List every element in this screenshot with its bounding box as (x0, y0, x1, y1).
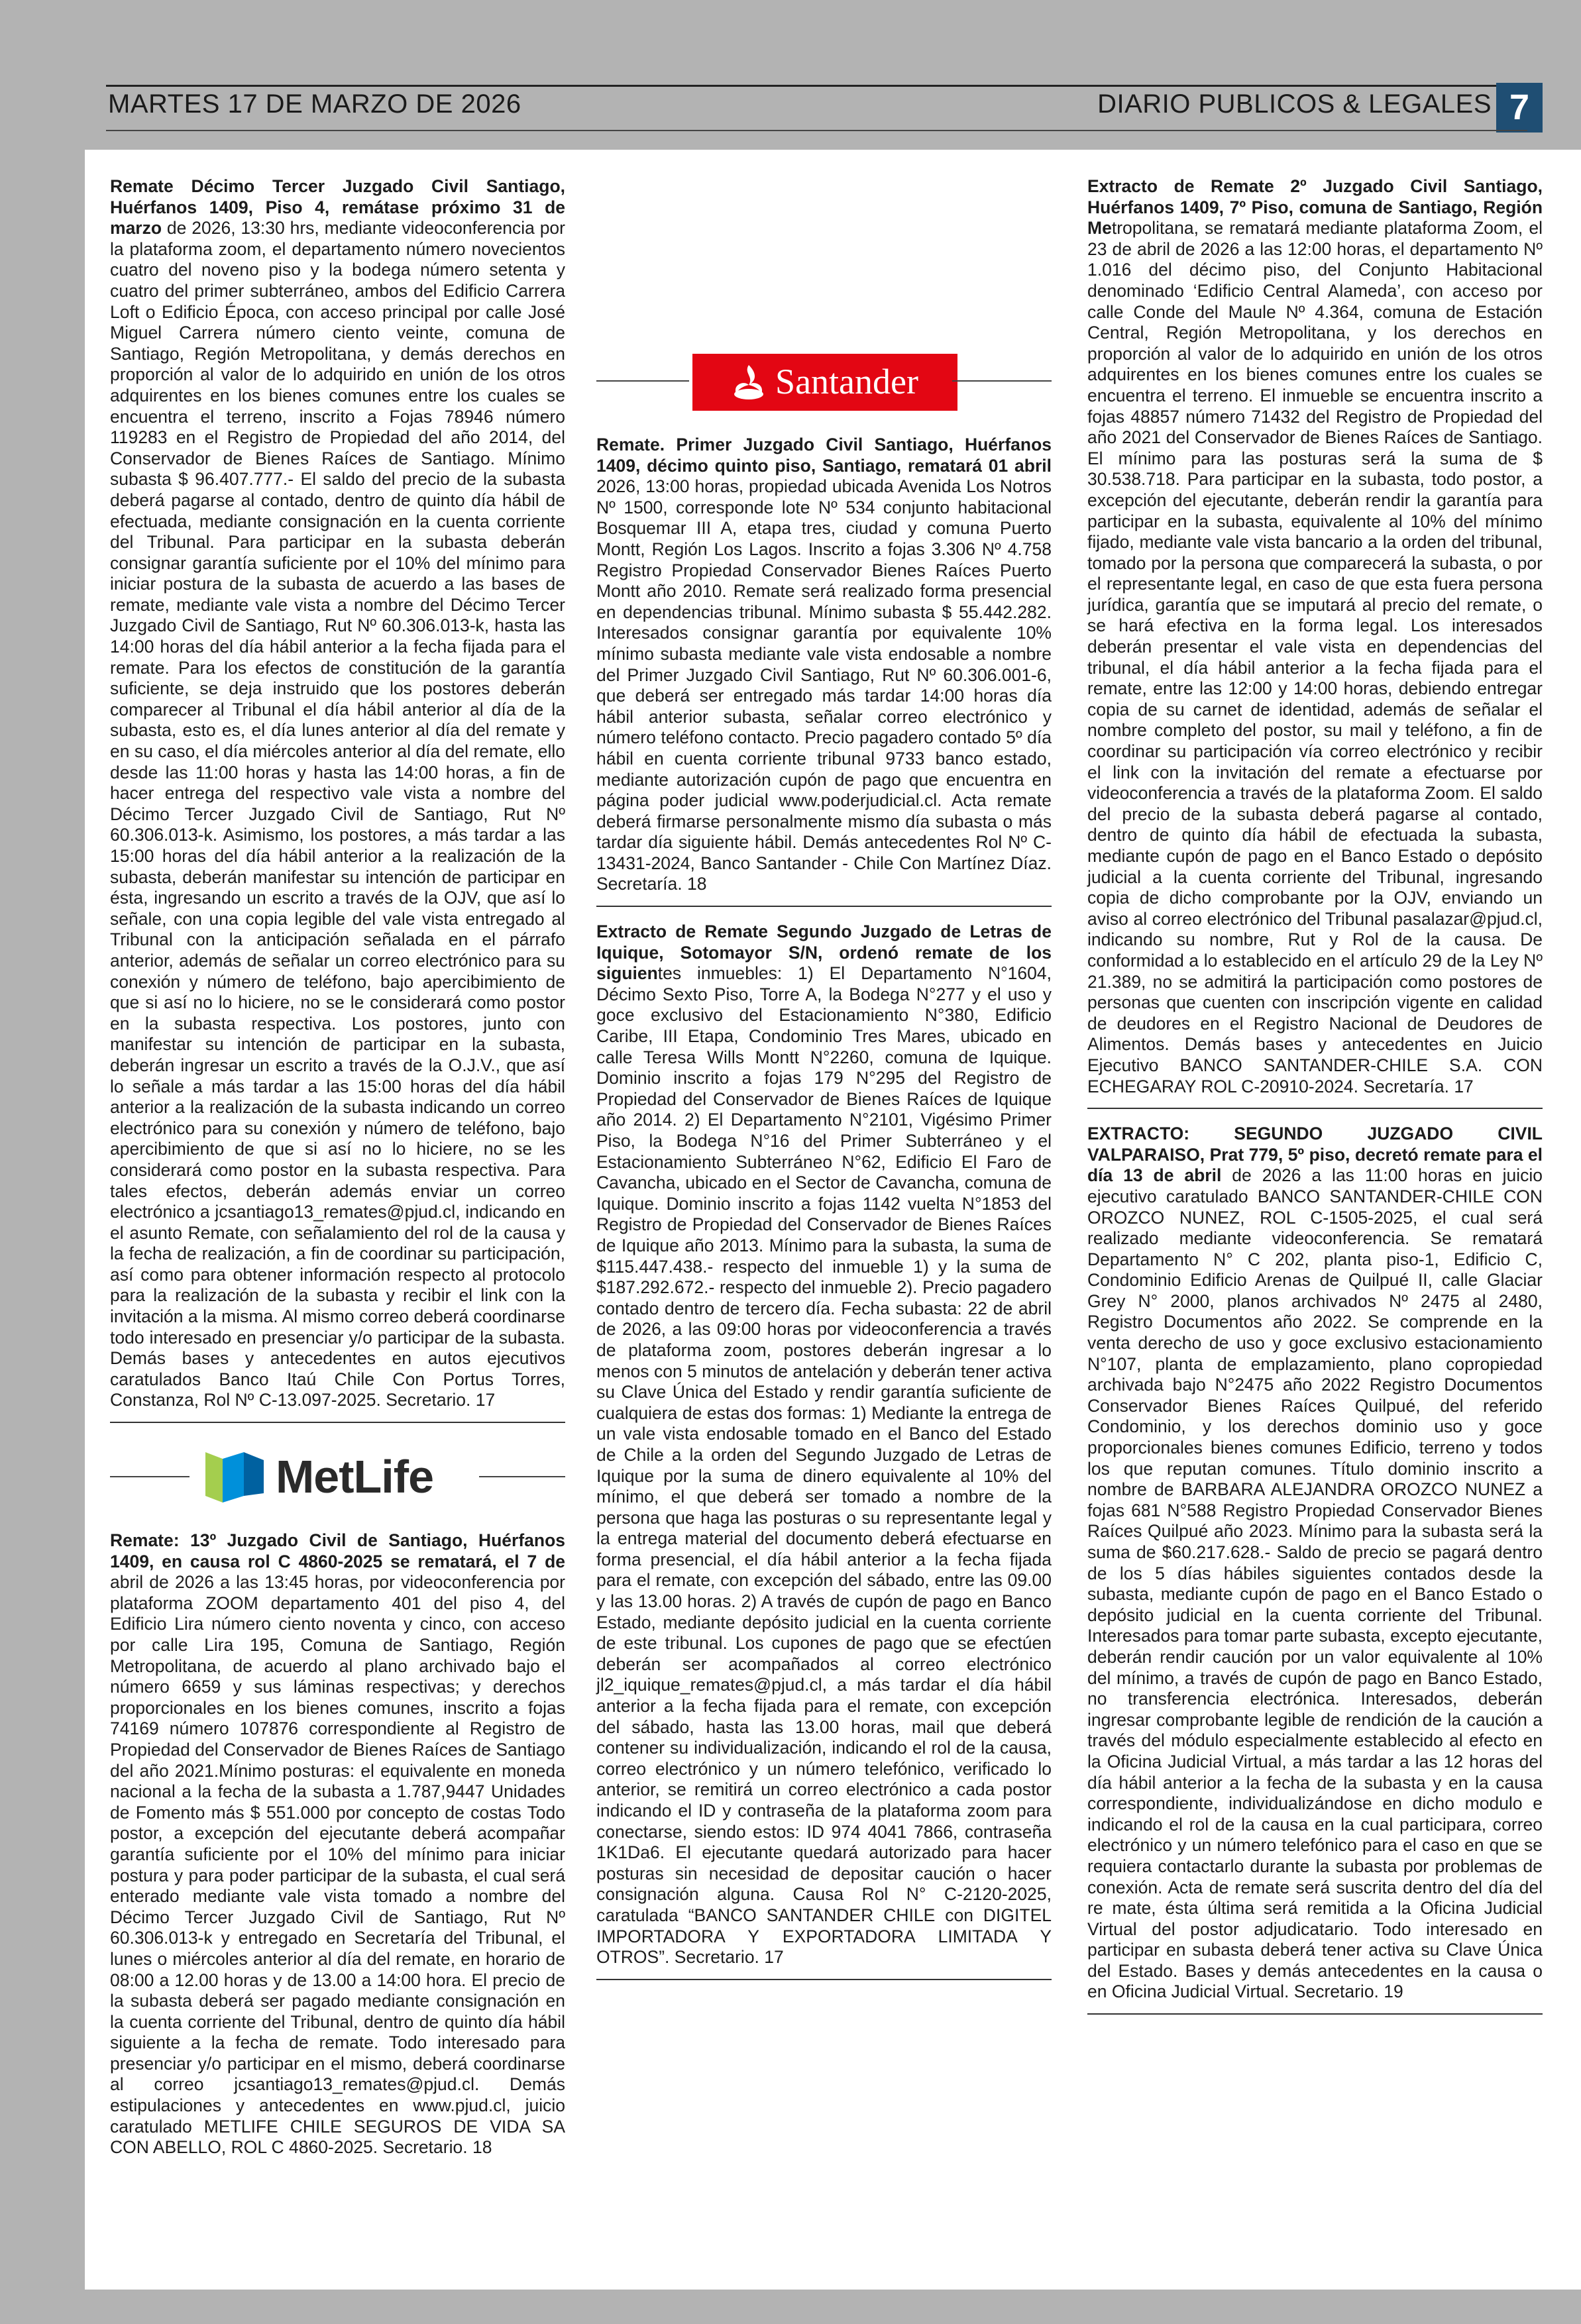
legal-notice (110, 176, 565, 1411)
notice-body: tropolitana, se rematará mediante plataforma Zoom, el 23 de abril de 2026 a las 12:00 horas, el departamento Nº 1.016 del décimo piso, del Conjunto Habitacional denominado ‘Edificio Central Alameda’, con acceso por calle Conde del Maule Nº 4.364, comuna de Estación Central, Región Metropolitana, y los derechos en proporción al valor de lo adquirido en unión de los otros adquirentes en los bienes comunes entre los cuales se encuentra el terreno. El inmueble se encuentra inscrito a fojas 48857 número 71432 del Registro de Propiedad del año 2021 del Conservador de Bienes Raíces de Santiago. El mínimo para las posturas será la suma de $ 30.538.718. Para participar en la subasta, todo postor, a excepción del ejecutante, deberán rendir la garantía para participar en la subasta, equivalente al 10% del mínimo fijado, mediante vale vista bancario a la orden del tribunal, tomado por la persona que comparecerá la subasta, o por el representante legal, en caso de que esta fuera persona jurídica, garantía que se imputará al precio del remate, o se hará efectiva en la forma legal. Los interesados deberán presentar el vale vista en dependencias del tribunal, el día hábil anterior a la fecha fijada para el remate, entre las 12:00 y 14:00 horas, debiendo entregar copia de su carnet de identidad, además de señalar el nombre completo del postor, su mail y teléfono, a fin de coordinar su participación vía correo electrónico y recibir el link con la invitación del remate a efectuarse por videoconferencia a través de la plataforma Zoom. El saldo del precio de la subasta deberá pagarse al contado, dentro de quinto día hábil de efectuada la subasta, mediante cupón de pago en el Banco Estado o depósito judicial a la cuenta corriente del Tribunal, ingresando copia de dicho comprobante por la OJV, enviando un aviso al correo electrónico del Tribunal pasalazar@pjud.cl, indicando su nombre, Rut y Rol de la causa. De conformidad a lo establecido en el artículo 29 de la Ley Nº 21.389, no se admitirá la participación como postores de personas que cuenten con inscripción vigente en calidad de deudores en el Registro Nacional de Deudores de Alimentos. Demás bases y antecedentes en Juicio Ejecutivo BANCO SANTANDER-CHILE S.A. CON ECHEGARAY ROL C-20910-2024. Secretaría. 17 (1087, 218, 1543, 1096)
page-content (85, 150, 1581, 2290)
notice-body: abril de 2026 a las 13:45 horas, por videoconferencia por plataforma ZOOM departamento 401 del piso 4, del Edificio Lira número ciento noventa y cinco, con acceso por calle Lira 195, Comuna de Santiago, Región Metropolitana, de acuerdo al plano archivado bajo el número 6659 y sus láminas respectivas; y derechos proporcionales en los bienes comunes, inscrito a fojas 74169 número 107876 correspondiente al Registro de Propiedad del Conservador de Bienes Raíces de Santiago del año 2021.Mínimo posturas: el equivalente en moneda nacional a la fecha de la subasta a 1.787,9447 Unidades de Fomento más $ 551.000 por concepto de costas Todo postor, a excepción del ejecutante deberá acompañar garantía suficiente por el 10% del mínimo para iniciar postura y para poder participar de la subasta, el cual será enterado mediante vale vista tomado a nombre del Décimo Tercer Juzgado Civil de Santiago, Rut Nº 60.306.013-k y entregado en Secretaría del Tribunal, el lunes o miércoles anterior al día del remate, en horario de 08:00 a 12.00 horas y de 13.00 a 14:00 hora. El precio de la subasta deberá ser pagado mediante consignación en la cuenta corriente del Tribunal, dentro de quinto día hábil siguiente a la fecha de remate. Todo interesado para presenciar y/o participar en el mismo, deberá coordinarse al correo jcsantiago13_remates@pjud.cl. Demás estipulaciones y antecedentes en www.pjud.cl, juicio caratulado METLIFE CHILE SEGUROS DE VIDA SA CON ABELLO, ROL C 4860-2025. Secretario. 18 (110, 1572, 565, 2158)
notice-body: 2026, 13:00 horas, propiedad ubicada Avenida Los Notros Nº 1500, corresponde lote Nº 534 conjunto habitacional Bosquemar III A, etapa tres, ciudad y comuna Puerto Montt, Región Los Lagos. Inscrito a fojas 3.306 Nº 4.758 Registro Propiedad Conservador Bienes Raíces Puerto Montt año 2010. Remate será realizado forma presencial en dependencias tribunal. Mínimo subasta $ 55.442.282. Interesados consignar garantía por equivalente 10% mínimo subasta mediante vale vista endosable a nombre del Primer Juzgado Civil Santiago, Rut Nº 60.306.001-6, que deberá ser entregado más tardar 14:00 horas día hábil anterior subasta, señalar correo electrónico y número teléfono contacto. Precio pagadero contado 5º día hábil en cuenta corriente tribunal 9733 banco estado, mediante autorización cupón de pago que encuentra en página poder judicial www.poderjudicial.cl. Acta remate deberá firmarse personalmente mismo día subasta o más tardar día siguiente hábil. Demás antecedentes Rol Nº C-13431-2024, Banco Santander - Chile Con Martínez Díaz. Secretaría. 18 (596, 476, 1052, 894)
notice-body: de 2026, 13:30 hrs, mediante videoconferencia por la plataforma zoom, el departamento número novecientos cuatro del noveno piso y la bodega número setenta y cuatro del primer subterráneo, ambos del Edificio Carrera Loft o Edificio Época, con acceso principal por calle José Miguel Carrera número ciento veinte, comuna de Santiago, Región Metropolitana, y demás derechos en proporción al valor de lo adquirido en unión de los otros adquirentes en los bienes comunes entre los cuales se encuentra el terreno, inscrito a Fojas 78946 número 119283 en el Registro de Propiedad del año 2014, del Conservador de Bienes Raíces de Santiago. Mínimo subasta $ 96.407.777.- El saldo del precio de la subasta deberá pagarse al contado, dentro de quinto día hábil de efectuada, mediante consignación en la cuenta corriente del Tribunal. Para participar en la subasta deberán consignar garantía suficiente por el 10% del mínimo para iniciar postura de la subasta de acuerdo a las bases de remate, mediante vale vista a nombre del Décimo Tercer Juzgado Civil de Santiago, Rut Nº 60.306.013-k, hasta las 14:00 horas del día hábil anterior a la fecha fijada para el remate. Para los efectos de constitución de la garantía suficiente, se deja instruido que los postores deberán comparecer al Tribunal el día hábil anterior al día de la subasta, esto es, el día lunes anterior al día del remate y en su caso, el día miércoles anterior al día del remate, ello desde las 11:00 horas y hasta las 14:00 horas, a fin de hacer entrega del respectivo vale vista a nombre del Décimo Tercer Juzgado Civil de Santiago, Rut Nº 60.306.013-k. Asimismo, los postores, a más tardar a las 15:00 horas del día hábil anterior a la realización de la subasta, deberán manifestar su intención de participar en ésta, ingresando un escrito a través de la OJV, que así lo señale, con una copia legible del vale vista entregado al Tribunal con la anticipación señalada en el párrafo anterior, además de señalar un correo electrónico para su conexión y número de teléfono, bajo apercibimiento de que si así no lo hiciere, no se le considerará como postor en la subasta respectiva. Los postores, junto con manifestar su intención de participar en la subasta, deberán ingresar un escrito a través de la O.J.V., que así lo señale a más tardar a las 15:00 horas del día hábil anterior a la realización de la subasta indicando un correo electrónico para su conexión y número de teléfono, bajo apercibimiento de que si así no lo hiciere, no se les considerará como postor en la subasta respectiva. Para tales efectos, deberán además enviar un correo electrónico a jcsantiago13_remates@pjud.cl, indicando en el asunto Remate, con señalamiento del rol de la causa y la fecha de realización, a fin de coordinar su participación, así como para obtener información respecto al protocolo para la realización de la subasta y recibir el link con la invitación a la misma. Al mismo correo deberá coordinarse todo interesado en presenciar y/o participar de la subasta. Demás bases y antecedentes en autos ejecutivos caratulados Banco Itaú Chile Con Portus Torres, Constanza, Rol Nº C-13.097-2025. Secretario. 17 (110, 218, 565, 1410)
divider (1087, 1108, 1543, 1109)
legal-notice (110, 1530, 565, 2158)
santander-flame-icon (732, 364, 766, 401)
santander-wordmark: Santander (775, 362, 918, 402)
header-date: MARTES 17 DE MARZO DE 2026 (108, 89, 521, 119)
divider (596, 906, 1052, 907)
page-number: 7 (1496, 83, 1543, 132)
column-1 (110, 176, 565, 2162)
column-2 (596, 176, 1052, 1995)
header-publication: DIARIO PUBLICOS & LEGALES (1097, 89, 1492, 119)
legal-notice (1087, 1124, 1543, 2003)
divider (1087, 2013, 1543, 2015)
notice-heading: Extracto de Remate Segundo Juzgado de Letras de Iquique, Sotomayor S/N, ordenó remate de los siguien (596, 922, 1052, 984)
divider (479, 1476, 565, 1477)
notice-heading: Remate: 13º Juzgado Civil de Santiago, Huérfanos 1409, en causa rol C 4860-2025 se rematará, el 7 de (110, 1530, 565, 1571)
santander-logo (692, 354, 957, 411)
notice-heading: Remate Décimo Tercer Juzgado Civil Santiago, Huérfanos 1409, Piso 4, remátase próximo 31 de marzo (110, 176, 565, 238)
notice-body: de 2026 a las 11:00 horas en juicio ejecutivo caratulado BANCO SANTANDER-CHILE CON OROZCO NUNEZ, ROL C-1505-2025, el cual será realizado mediante videoconferencia. Se rematará Departamento N° C 202, planta piso-1, Edificio C, Condominio Edificio Arenas de Quilpué II, calle Glaciar Grey N° 2000, planos archivados Nº 2475 al 2480, Registro Documentos año 2022. Se comprende en la venta derecho de uso y goce exclusivo estacionamiento N°107, planta de emplazamiento, plano copropiedad archivada bajo N°2475 año 2022 Registro Documentos Conservador Bienes Raíces Quilpué, del referido Condominio, y los derechos dominio uso y goce proporcionales bienes comunes Edificio, terreno y todos los que reputan comunes. Título dominio inscrito a nombre de BARBARA ALEJANDRA OROZCO NUNEZ a fojas 681 N°588 Registro Propiedad Conservador Bienes Raíces Quilpué año 2023. Mínimo para la subasta será la suma de $60.217.628.- Saldo de precio se pagará dentro de los 5 días hábiles siguientes contados desde la subasta, mediante cupón de pago en el Banco Estado o depósito judicial en la cuenta corriente del Tribunal. Interesados para tomar parte subasta, excepto ejecutante, deberán rendir caución por un valor equivalente al 10% del mínimo, a través de cupón de pago en Banco Estado, no transferencia electrónica. Interesados, deberán ingresar comprobante legible de rendición de la caución a través del módulo especialmente establecido al efecto en la Oficina Judicial Virtual, a más tardar a las 12 horas del día hábil anterior a la fecha de la subasta y en la causa correspondiente, individualizándose en dicho modulo e indicando el rol de la causa en la cual participara, correo electrónico y un número telefónico para el caso en que se requiera contactarlo durante la subasta por problemas de conexión. Acta de remate será suscrita dentro del día del re mate, ésta última será remitida a la Oficina Judicial Virtual del postor adjudicatario. Todo interesado en participar en subasta deberá tener activa su Clave Única del Estado. Bases y demás antecedentes en la causa o en Oficina Judicial Virtual. Secretario. 19 (1087, 1165, 1543, 2002)
column-3 (1087, 176, 1543, 2029)
legal-notice (596, 435, 1052, 895)
metlife-mark-icon (203, 1447, 266, 1508)
santander-ad (596, 342, 1052, 421)
divider (596, 380, 689, 382)
notice-body: tes inmuebles: 1) El Departamento N°1604, Décimo Sexto Piso, Torre A, la Bodega N°277 y el uso y goce exclusivo del Estacionamiento N°380, Edificio Caribe, III Etapa, Condominio Tres Mares, ubicado en calle Teresa Wills Montt N°2260, comuna de Iquique. Dominio inscrito a fojas 179 N°295 del Registro de Propiedad del Conservador de Bienes Raíces de Iquique año 2014. 2) El Departamento N°2101, Vigésimo Primer Piso, la Bodega N°16 del Primer Subterráneo y el Estacionamiento Subterráneo N°62, Edificio El Faro de Cavancha, ubicado en el Sector de Cavancha, comuna de Iquique. Dominio inscrito a fojas 1142 vuelta N°1853 del Registro de Propiedad del Conservador de Bienes Raíces de Iquique año 2013. Mínimo para la subasta, la suma de $115.447.438.- respecto del inmueble 1) y la suma de $187.292.672.- respecto del inmueble 2). Precio pagadero contado dentro de tercero día. Fecha subasta: 22 de abril de 2026, a las 09:00 horas por videoconferencia a través de plataforma zoom, postores deberán ingresar a lo menos con 5 minutos de antelación y deberán tener activa su Clave Única del Estado y rendir garantía suficiente de cualquiera de estas dos formas: 1) Mediante la entrega de un vale vista endosable tomado en el Banco del Estado de Chile a la orden del Segundo Juzgado de Letras de Iquique por la suma de dinero equivalente al 10% del mínimo, el que deberá ser tomado a nombre de la persona que haga las posturas o su representante legal y la entrega material del documento deberá efectuarse en forma presencial, el día hábil anterior a la fecha fijada para el remate, con excepción del sábado, entre las 09.00 y las 13.00 horas. 2) A través de cupón de pago en Banco Estado, mediante depósito judicial en la cuenta corriente de este tribunal. Los cupones de pago que se efectúen deberán ser acompañados al correo electrónico jl2_iquique_remates@pjud.cl, a más tardar el día hábil anterior a la fecha fijada para el remate, con excepción del sábado, hasta las 13.00 horas, mail que deberá contener su individualización, indicando el rol de la causa, correo electrónico y un número telefónico, verificado lo anterior, se remitirá un correo electrónico a cada postor indicando el ID y contraseña de la plataforma zoom para conectarse, siendo estos: ID 974 4041 7866, contraseña 1K1Da6. El ejecutante quedará autorizado para hacer posturas sin necesidad de depositar caución o hacer consignación alguna. Causa Rol N° C-2120-2025, caratulada “BANCO SANTANDER CHILE con DIGITEL IMPORTADORA Y EXPORTADORA LIMITADA Y OTROS”. Secretario. 17 (596, 963, 1052, 1968)
metlife-wordmark: MetLife (276, 1451, 433, 1503)
header-bottom-rule (106, 130, 1527, 131)
notice-heading: Remate. Primer Juzgado Civil Santiago, Huérfanos 1409, décimo quinto piso, Santiago, rematará 01 abril (596, 435, 1052, 476)
metlife-logo (203, 1447, 433, 1508)
legal-notice (1087, 176, 1543, 1097)
divider (952, 380, 1052, 382)
divider (596, 1979, 1052, 1980)
divider (110, 1476, 190, 1477)
notice-heading: EXTRACTO: SEGUNDO JUZGADO CIVIL VALPARAISO, Prat 779, 5º piso, decretó remate para el día 13 de abril (1087, 1124, 1543, 1186)
header-top-rule (106, 85, 1527, 87)
notice-heading: Extracto de Remate 2º Juzgado Civil Santiago, Huérfanos 1409, 7º Piso, comuna de Santiago, Región Me (1087, 176, 1543, 238)
metlife-ad (110, 1438, 565, 1517)
divider (110, 1422, 565, 1423)
legal-notice (596, 922, 1052, 1968)
page-header (0, 0, 1581, 132)
